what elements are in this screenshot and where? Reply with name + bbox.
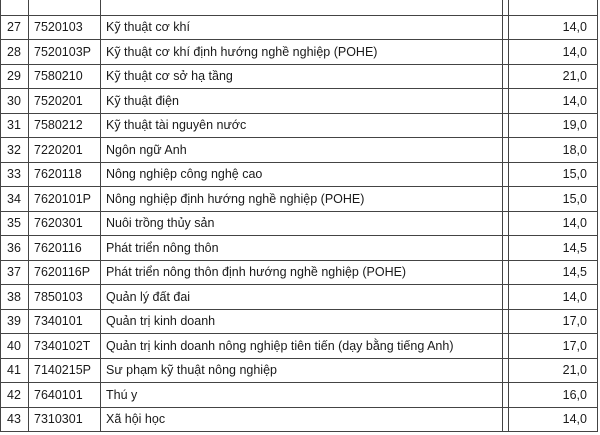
score-cell: 18,0 [509,138,598,163]
major-code-cell: 7640101 [29,383,101,408]
row-number-cell: 28 [1,40,29,65]
score-cell: 17,0 [509,309,598,334]
score-cell: 21,0 [509,64,598,89]
major-code-cell: 7850103 [29,285,101,310]
major-code-cell: 7580210 [29,64,101,89]
major-name-cell: Quản lý đất đai [101,285,503,310]
major-code-cell: 7340102T [29,334,101,359]
major-name-cell: Nông nghiệp định hướng nghề nghiệp (POHE) [101,187,503,212]
major-code-cell: 7520201 [29,89,101,114]
row-number-cell: 30 [1,89,29,114]
score-cell: 14,5 [509,260,598,285]
major-name-cell: Kỹ thuật điện [101,89,503,114]
major-name-cell: Kỹ thuật tài nguyên nước [101,113,503,138]
row-number-cell: 33 [1,162,29,187]
table-row [1,236,598,261]
table-row [1,211,598,236]
row-number-cell: 41 [1,358,29,383]
table-row [1,15,598,40]
partial-row-top [1,0,598,15]
table-row [1,138,598,163]
major-code-cell: 7220201 [29,138,101,163]
row-number-cell: 27 [1,15,29,40]
major-name-cell: Phát triển nông thôn định hướng nghề nghiệp (POHE) [101,260,503,285]
table-row [1,187,598,212]
major-code-cell: 7620301 [29,211,101,236]
major-name-cell: Quản trị kinh doanh nông nghiệp tiên tiến (dạy bằng tiếng Anh) [101,334,503,359]
score-cell: 19,0 [509,113,598,138]
row-number-cell: 29 [1,64,29,89]
table-row [1,407,598,432]
score-cell: 14,0 [509,15,598,40]
score-cell: 17,0 [509,334,598,359]
row-number-cell: 36 [1,236,29,261]
major-code-cell: 7580212 [29,113,101,138]
row-number-cell: 34 [1,187,29,212]
table-row [1,334,598,359]
major-name-cell: Kỹ thuật cơ khí định hướng nghề nghiệp (POHE) [101,40,503,65]
row-number-cell: 39 [1,309,29,334]
major-code-cell: 7620116P [29,260,101,285]
major-name-cell: Nông nghiệp công nghệ cao [101,162,503,187]
row-number-cell: 35 [1,211,29,236]
row-number-cell: 40 [1,334,29,359]
major-name-cell: Quản trị kinh doanh [101,309,503,334]
score-cell: 14,0 [509,40,598,65]
major-code-cell: 7520103P [29,40,101,65]
major-code-cell: 7620116 [29,236,101,261]
major-code-cell: 7340101 [29,309,101,334]
major-name-cell: Kỹ thuật cơ khí [101,15,503,40]
score-cell: 14,0 [509,407,598,432]
major-code-cell: 7310301 [29,407,101,432]
table-row [1,113,598,138]
score-cell: 14,0 [509,211,598,236]
major-name-cell: Ngôn ngữ Anh [101,138,503,163]
score-cell: 15,0 [509,162,598,187]
row-number-cell: 38 [1,285,29,310]
table-row [1,89,598,114]
table-row [1,358,598,383]
score-cell: 16,0 [509,383,598,408]
major-name-cell: Sư phạm kỹ thuật nông nghiệp [101,358,503,383]
score-cell: 15,0 [509,187,598,212]
major-name-cell: Nuôi trồng thủy sản [101,211,503,236]
major-name-cell: Xã hội học [101,407,503,432]
table-body [1,0,598,432]
table-row [1,162,598,187]
row-number-cell: 43 [1,407,29,432]
major-name-cell: Phát triển nông thôn [101,236,503,261]
row-number-cell: 31 [1,113,29,138]
table-row [1,285,598,310]
table-row [1,64,598,89]
major-name-cell: Thú y [101,383,503,408]
table-row [1,309,598,334]
score-cell: 14,0 [509,89,598,114]
score-cell: 14,0 [509,285,598,310]
major-code-cell: 7620118 [29,162,101,187]
major-code-cell: 7140215P [29,358,101,383]
major-code-cell: 7520103 [29,15,101,40]
major-name-cell: Kỹ thuật cơ sở hạ tầng [101,64,503,89]
table-row [1,260,598,285]
score-cell: 14,5 [509,236,598,261]
row-number-cell: 42 [1,383,29,408]
table-row [1,383,598,408]
row-number-cell: 37 [1,260,29,285]
score-cell: 21,0 [509,358,598,383]
table-row [1,40,598,65]
row-number-cell: 32 [1,138,29,163]
major-code-cell: 7620101P [29,187,101,212]
